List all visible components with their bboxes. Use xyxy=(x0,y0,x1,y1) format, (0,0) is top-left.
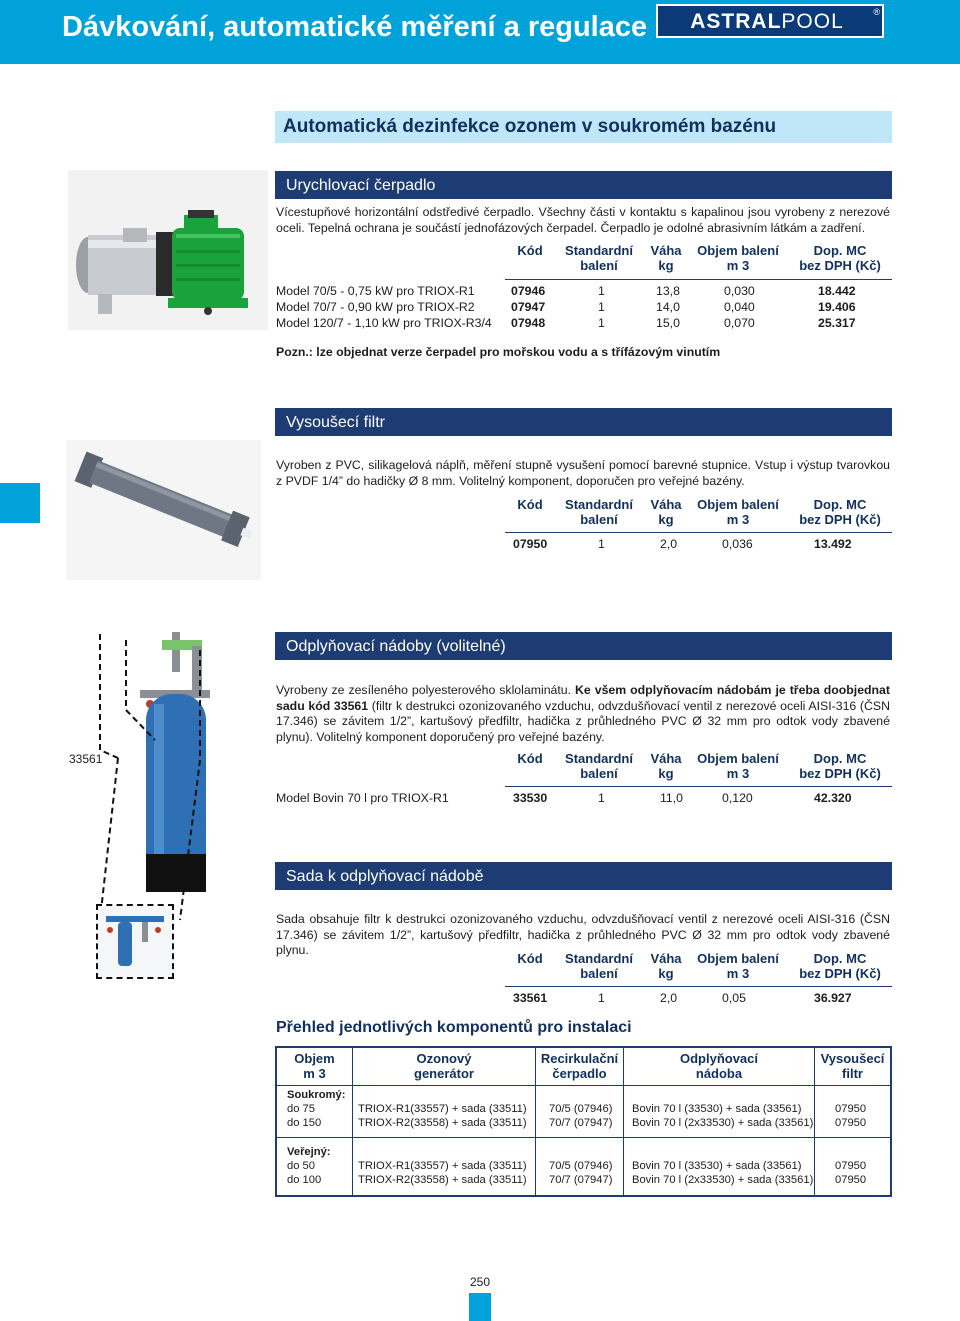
vessel-table-rule xyxy=(505,786,892,787)
kit-col-volume: Objem balení m 3 xyxy=(697,951,779,981)
table-row-price: 42.320 xyxy=(814,791,852,805)
kit-section-title: Sada k odplyňovací nádobě xyxy=(286,868,484,885)
pump-description: Vícestupňové horizontální odstředivé čerpadlo. Všechny části v kontaktu s kapalinou jsou vyrobeny z nerezové oceli. Tepelná ochrana je součástí jednofázových čerpadel. Čerpadlo je odolné abrasivním látkám a zadření. xyxy=(276,205,890,235)
logo-thin-text: POOL xyxy=(781,10,844,33)
main-section-title: Automatická dezinfekce ozonem v soukromém bazénu xyxy=(283,116,777,137)
table-row-volume: 0,036 xyxy=(722,537,753,551)
table-cell: 70/5 (07946) xyxy=(549,1103,613,1115)
table-cell: TRIOX-R2(33558) + sada (33511) xyxy=(358,1117,527,1129)
table-cell: 07950 xyxy=(835,1160,867,1172)
table-row-std: 1 xyxy=(598,284,605,298)
kit-image xyxy=(96,904,174,979)
kit-description: Sada obsahuje filtr k destrukci ozonizovaného vzduchu, odvzdušňovací ventil z nerezové oceli AISI-316 (ČSN 17.346) se závitem 1/2”, kartušový předfiltr, hadička z průhledného PVC Ø 32 mm pro odtok vody zbavené plynu. xyxy=(276,912,890,957)
vessel-desc-part: (filtr k destrukci ozonizovaného vzduchu, odvzdušňovací ventil z nerezové oceli AISI-316 (ČSN 17.346) se závitem 1/2”, kartušový předfiltr, hadička z průhledného PVC Ø 32 mm pro odtok vody zbavené plynu). Volitelný komponent doporučený pro veřejné bazény. xyxy=(276,698,890,744)
overview-title: Přehled jednotlivých komponentů pro instalaci xyxy=(276,1019,632,1036)
table-cell: 70/7 (07947) xyxy=(549,1117,613,1129)
table-row-volume: 0,05 xyxy=(722,991,746,1005)
overview-group-label: Soukromý: xyxy=(287,1089,346,1101)
vessel-description xyxy=(276,683,890,745)
table-row-code: 33530 xyxy=(513,791,548,805)
table-cell: do 100 xyxy=(287,1174,322,1186)
filter-col-price: Dop. MC bez DPH (Kč) xyxy=(799,497,881,527)
table-row-weight: 13,8 xyxy=(656,284,680,298)
side-tab-marker xyxy=(0,483,40,523)
logo-bold-text: ASTRAL xyxy=(690,10,782,33)
table-row-price: 13.492 xyxy=(814,537,852,551)
pump-note-text: : lze objednat verze čerpadel pro mořskou vodu a s třífázovým vinutím xyxy=(308,345,721,359)
table-row-volume: 0,120 xyxy=(722,791,753,805)
table-row-std: 1 xyxy=(598,991,605,1005)
table-row-code: 07946 xyxy=(511,284,546,298)
overview-table xyxy=(275,1046,892,1197)
vessel-desc-bold: Ke všem odplyňovacím nádobám je třeba doobjednat sadu kód 33561 xyxy=(276,683,890,713)
pump-table-body xyxy=(276,284,892,334)
table-row-price: 19.406 xyxy=(818,300,856,314)
pump-section-title: Urychlovací čerpadlo xyxy=(286,177,436,194)
overview-col-vessel: Odplyňovací nádoba xyxy=(679,1051,759,1081)
table-row-code: 07947 xyxy=(511,300,546,314)
page-number: 250 xyxy=(469,1275,491,1289)
overview-col-generator: Ozonový generátor xyxy=(414,1051,474,1081)
kit-col-standard: Standardní balení xyxy=(565,951,633,981)
table-row-model: Model 120/7 - 1,10 kW pro TRIOX-R3/4 xyxy=(276,316,492,330)
filter-col-weight: Váha kg xyxy=(650,497,682,527)
table-cell: 07950 xyxy=(835,1103,867,1115)
filter-section-header xyxy=(275,408,892,436)
table-cell: Bovin 70 l (33530) + sada (33561) xyxy=(632,1103,802,1115)
table-cell: TRIOX-R2(33558) + sada (33511) xyxy=(358,1174,527,1186)
filter-col-volume: Objem balení m 3 xyxy=(697,497,779,527)
table-row-std: 1 xyxy=(598,316,605,330)
pump-col-weight: Váha kg xyxy=(650,243,682,273)
table-row xyxy=(276,537,892,553)
table-row-volume: 0,030 xyxy=(724,284,755,298)
filter-col-kod: Kód xyxy=(517,497,543,512)
overview-col-pump: Recirkulační čerpadlo xyxy=(540,1051,619,1081)
pump-col-volume: Objem balení m 3 xyxy=(697,243,779,273)
overview-col-volume: Objem m 3 xyxy=(294,1051,335,1081)
table-row-model: Model Bovin 70 l pro TRIOX-R1 xyxy=(276,791,449,805)
filter-table-rule xyxy=(505,532,892,533)
table-row xyxy=(276,791,892,807)
table-cell: 07950 xyxy=(835,1174,867,1186)
table-cell: do 75 xyxy=(287,1103,315,1115)
table-row-weight: 11,0 xyxy=(660,791,684,805)
table-row xyxy=(276,991,892,1007)
filter-col-standard: Standardní balení xyxy=(565,497,633,527)
main-section-banner xyxy=(275,111,892,143)
kit-col-price: Dop. MC bez DPH (Kč) xyxy=(799,951,881,981)
table-cell: do 150 xyxy=(287,1117,322,1129)
vessel-callout-label: 33561 xyxy=(69,752,103,766)
table-cell: Bovin 70 l (33530) + sada (33561) xyxy=(632,1160,802,1172)
vessel-col-weight: Váha kg xyxy=(650,751,682,781)
vessel-col-price: Dop. MC bez DPH (Kč) xyxy=(799,751,881,781)
table-row-code: 07948 xyxy=(511,316,546,330)
pump-note-label: Pozn. xyxy=(276,345,309,359)
filter-description: Vyroben z PVC, silikagelová náplň, měření stupně vysušení pomocí barevné stupnice. Vstup i výstup tvarovkou z PVDF 1/4” do hadičky Ø 8 mm. Volitelný komponent, doporučen pro veřejné bazény. xyxy=(276,458,890,488)
table-row-weight: 15,0 xyxy=(656,316,680,330)
table-row-weight: 2,0 xyxy=(660,537,678,551)
table-row-code: 33561 xyxy=(513,991,548,1005)
vessel-section-title: Odplyňovací nádoby (volitelné) xyxy=(286,638,506,655)
kit-col-kod: Kód xyxy=(517,951,543,966)
table-row-price: 36.927 xyxy=(814,991,852,1005)
logo-registered-mark: ® xyxy=(873,7,880,17)
table-cell: Bovin 70 l (2x33530) + sada (33561) xyxy=(632,1174,814,1186)
overview-group-label: Veřejný: xyxy=(287,1146,331,1158)
table-cell: Bovin 70 l (2x33530) + sada (33561) xyxy=(632,1117,814,1129)
vessel-col-kod: Kód xyxy=(517,751,543,766)
filter-section-title: Vysoušecí filtr xyxy=(286,414,385,431)
kit-table-rule xyxy=(505,986,892,987)
table-row-price: 25.317 xyxy=(818,316,856,330)
kit-section-header xyxy=(275,862,892,890)
vessel-col-volume: Objem balení m 3 xyxy=(697,751,779,781)
table-row-weight: 14,0 xyxy=(656,300,680,314)
pump-col-standard: Standardní balení xyxy=(565,243,633,273)
astralpool-logo xyxy=(656,4,884,38)
pump-col-price: Dop. MC bez DPH (Kč) xyxy=(799,243,881,273)
filter-image xyxy=(66,440,261,580)
pump-col-kod: Kód xyxy=(517,243,543,258)
table-row-volume: 0,040 xyxy=(724,300,755,314)
table-row-model: Model 70/5 - 0,75 kW pro TRIOX-R1 xyxy=(276,284,475,298)
pump-image xyxy=(68,170,268,330)
pump-table-rule xyxy=(505,279,892,280)
pump-section-header xyxy=(275,171,892,199)
table-cell: 70/7 (07947) xyxy=(549,1174,613,1186)
table-row-std: 1 xyxy=(598,791,605,805)
table-row-price: 18.442 xyxy=(818,284,856,298)
vessel-section-header xyxy=(275,632,892,660)
table-row-std: 1 xyxy=(598,537,605,551)
table-row-volume: 0,070 xyxy=(724,316,755,330)
vessel-col-standard: Standardní balení xyxy=(565,751,633,781)
table-row-std: 1 xyxy=(598,300,605,314)
group-divider xyxy=(277,1137,890,1138)
vessel-desc-part: Vyrobeny ze zesíleného polyesterového sklolaminátu. xyxy=(276,683,576,697)
table-row-model: Model 70/7 - 0,90 kW pro TRIOX-R2 xyxy=(276,300,475,314)
header-divider xyxy=(277,1085,890,1086)
table-cell: 70/5 (07946) xyxy=(549,1160,613,1172)
overview-col-filter: Vysoušecí filtr xyxy=(820,1051,885,1081)
vessel-callout-lines xyxy=(60,630,270,930)
page-title: Dávkování, automatické měření a regulace xyxy=(62,11,648,43)
table-row-weight: 2,0 xyxy=(660,991,678,1005)
pump-note xyxy=(276,345,720,359)
table-cell: 07950 xyxy=(835,1117,867,1129)
table-cell: TRIOX-R1(33557) + sada (33511) xyxy=(358,1103,527,1115)
table-cell: do 50 xyxy=(287,1160,315,1172)
table-row-code: 07950 xyxy=(513,537,548,551)
bottom-tab-marker xyxy=(469,1293,491,1321)
kit-col-weight: Váha kg xyxy=(650,951,682,981)
table-cell: TRIOX-R1(33557) + sada (33511) xyxy=(358,1160,527,1172)
